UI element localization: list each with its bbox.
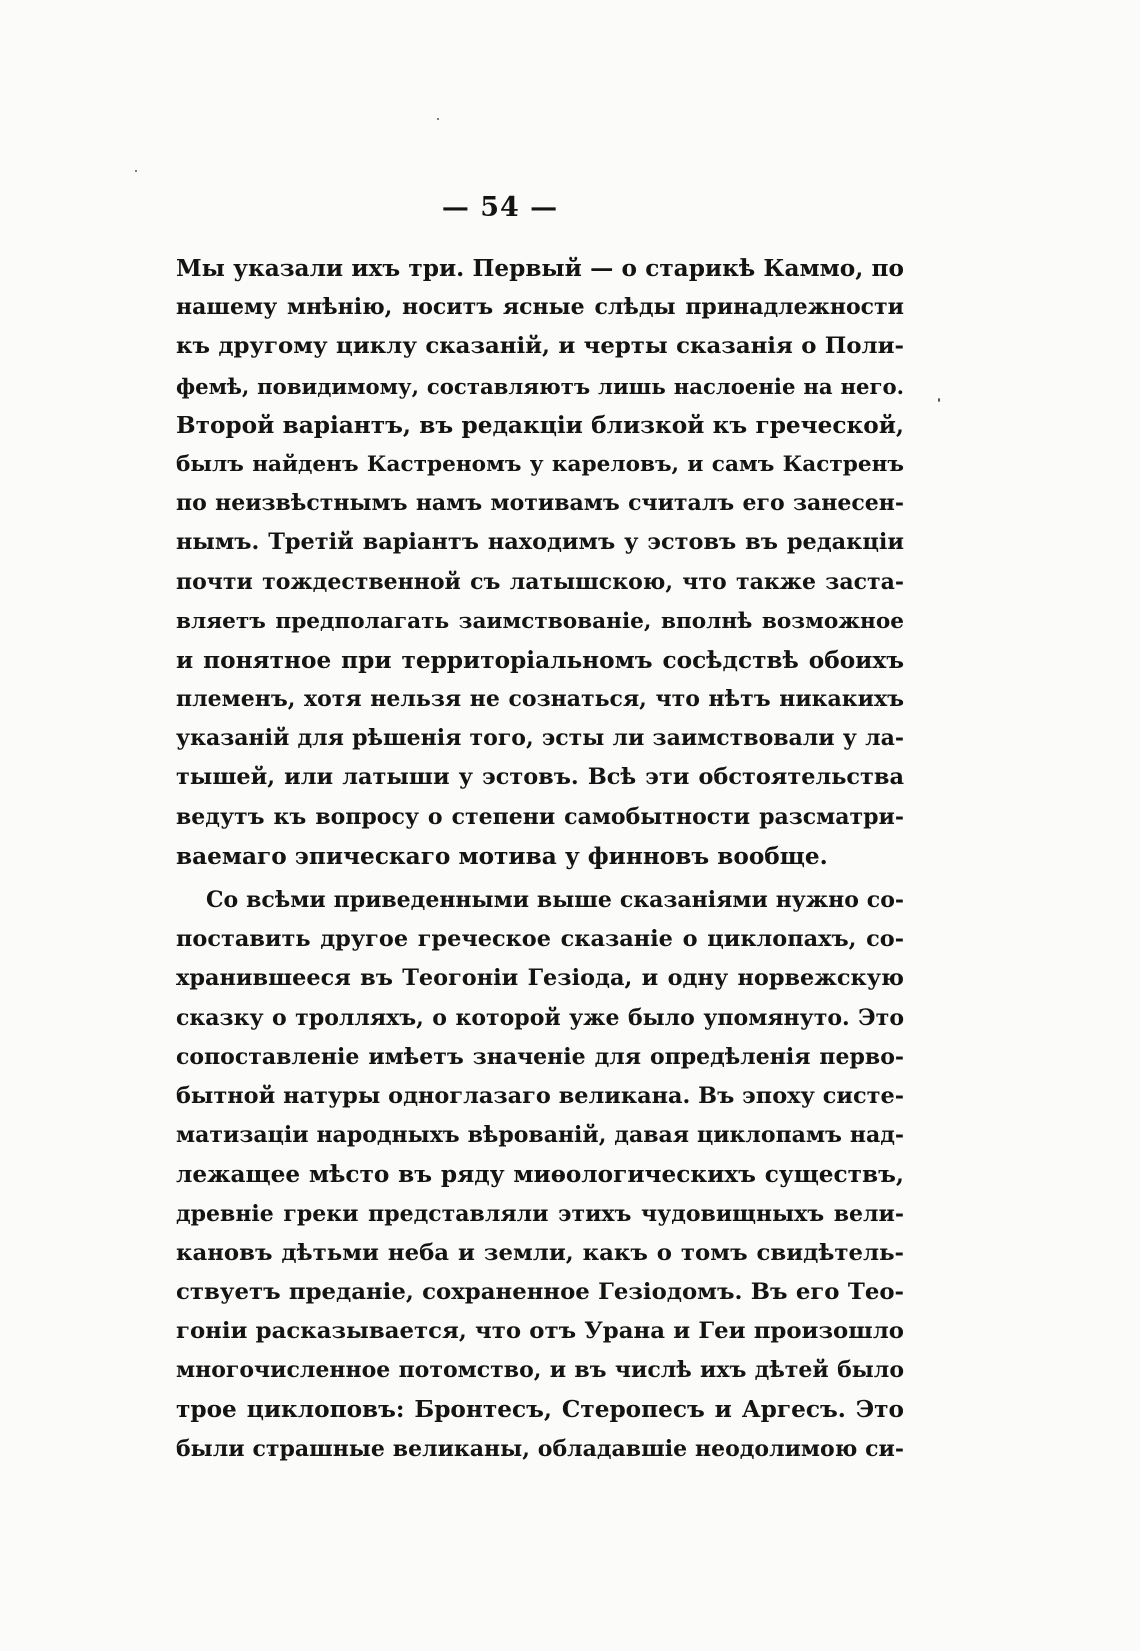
scan-speck — [938, 398, 940, 402]
text-line: были страшные великаны, обладавшіе неодолимою си- — [176, 1435, 904, 1462]
text-line: сопоставленіе имѣетъ значеніе для опредѣленія перво- — [176, 1043, 904, 1070]
text-line: гоніи расказывается, что отъ Урана и Геи произошло — [176, 1318, 904, 1345]
text-line: нашему мнѣнію, носитъ ясные слѣды принадлежности — [176, 294, 904, 321]
page-number: — 54 — — [441, 192, 559, 223]
paragraph-1 — [176, 249, 904, 876]
text-line: тышей, или латыши у эстовъ. Всѣ эти обстоятельства — [176, 764, 904, 791]
text-line: къ другому циклу сказаній, и черты сказанія о Поли- — [176, 333, 904, 360]
text-line: сказку о тролляхъ, о которой уже было упомянуто. Это — [176, 1004, 904, 1031]
text-line: многочисленное потомство, и въ числѣ ихъ дѣтей было — [176, 1357, 904, 1384]
text-line: фемѣ, повидимому, составляютъ лишь наслоеніе на него. — [176, 373, 904, 399]
text-line: племенъ, хотя нельзя не сознаться, что нѣтъ никакихъ — [176, 686, 904, 713]
body-text — [176, 249, 904, 1469]
text-line: матизаціи народныхъ вѣрованій, давая циклопамъ над- — [176, 1122, 904, 1149]
text-line: и понятное при территоріальномъ сосѣдствѣ обоихъ — [176, 646, 904, 674]
text-line: указаній для рѣшенія того, эсты ли заимствовали у ла- — [176, 725, 904, 752]
scan-speck — [437, 118, 439, 120]
text-line: трое циклоповъ: Бронтесъ, Стеропесъ и Аргесъ. Это — [176, 1396, 904, 1424]
text-line: лежащее мѣсто въ ряду миѳологическихъ существъ, — [176, 1161, 904, 1189]
text-line: вляетъ предполагать заимствованіе, вполнѣ возможное — [176, 608, 904, 634]
text-line: древніе греки представляли этихъ чудовищныхъ вели- — [176, 1200, 904, 1227]
text-line: ведутъ къ вопросу о степени самобытности разсматри- — [176, 803, 904, 830]
scan-speck — [135, 170, 137, 172]
text-line: бытной натуры одноглазаго великана. Въ эпоху систе- — [176, 1082, 904, 1109]
text-line: кановъ дѣтьми неба и земли, какъ о томъ свидѣтель- — [176, 1239, 904, 1266]
text-line: почти тождественной съ латышскою, что также заста- — [176, 568, 904, 595]
text-line: поставить другое греческое сказаніе о циклопахъ, со- — [176, 926, 904, 953]
text-line: Мы указали ихъ три. Первый — о старикѣ Каммо, по — [176, 255, 904, 282]
text-line: ваемаго эпическаго мотива у финновъ вообще. — [176, 842, 828, 870]
text-line: Со всѣми приведенными выше сказаніями нужно со- — [206, 887, 904, 913]
paragraph-2 — [176, 881, 904, 1469]
text-line: хранившееся въ Теогоніи Гезіода, и одну норвежскую — [176, 965, 904, 992]
text-line: нымъ. Третій варіантъ находимъ у эстовъ въ редакціи — [176, 529, 904, 556]
text-line: былъ найденъ Кастреномъ у кареловъ, и самъ Кастренъ — [176, 451, 904, 477]
text-line: ствуетъ преданіе, сохраненное Гезіодомъ. Въ его Тео- — [176, 1278, 904, 1305]
text-line: по неизвѣстнымъ намъ мотивамъ считалъ его занесен- — [176, 490, 904, 517]
text-line: Второй варіантъ, въ редакціи близкой къ греческой, — [176, 411, 904, 439]
